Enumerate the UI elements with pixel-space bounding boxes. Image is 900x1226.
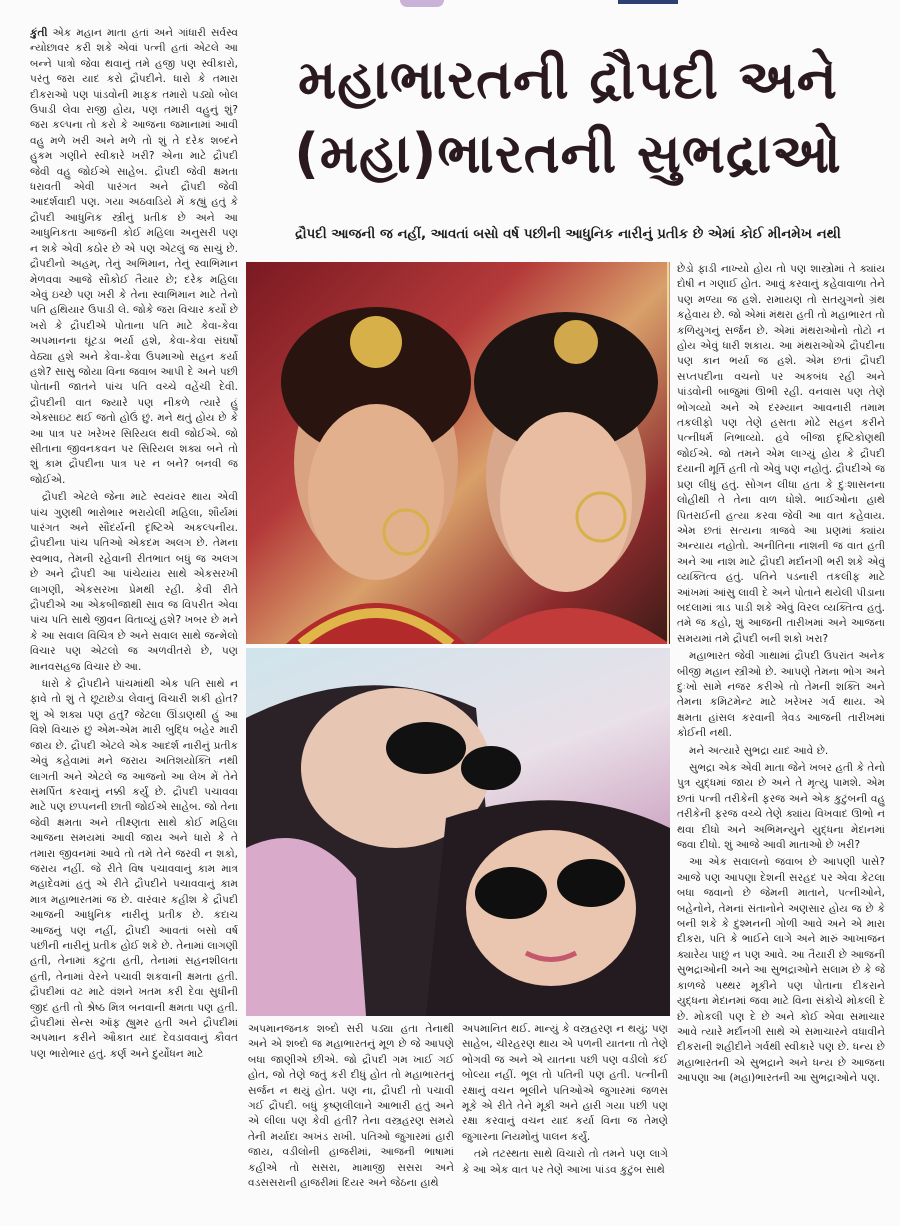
top-decoration [400,0,444,7]
column-bottom-middle-right [462,1022,668,1208]
photo-selfie-sunglasses [246,648,670,1016]
article-paragraph: છેડો ફાડી નાખ્યો હોય તો પણ શાસ્ત્રોમાં તે ક્યાંય દોષી ન ગણાઈ હોત. આવું કરવાનું કહેવાવાળા તેને પણ મળ્યા જ હશે. રામાયણ તો સતયુગનો ગ્રંથ કહેવાય છે. જો એમાં મંથરા હતી તો મહાભારત તો કળિયુગનું સર્જન છે. એમાં મંથરાઓનો તોટો ન હોય એવું ધારી શકાય. આ મંથરાઓએ દ્રૌપદીના પણ કાન ભર્યા જ હશે. એમ છતાં દ્રૌપદી સપ્તપદીના વચનો પર અકબંધ રહી અને પાંડવોની બાજુમાં ઊભી રહી. વનવાસ પણ તેણે ભોગવ્યો અને એ દરમ્યાન આવનારી તમામ તકલીફો પણ તેણે હસતા મોઢે સહન કરીને પત્નીધર્મ નિભાવ્યો. હવે બીજા દૃષ્ટિકોણથી જોઈએ. જો તમને એમ લાગ્યું હોય કે દ્રૌપદી દયાની મૂર્તિ હતી તો એવું પણ નહોતું. દ્રૌપદીએ જ પ્રણ લીધું હતું. સોગન લીધા હતા કે દુઃશાસનના લોહીથી તે તેના વાળ ધોશે. ભાઈઓના હાથે પિતરાઈની હત્યા કરવા જેવી આ વાત કહેવાય. એમ છતાં સત્યના ત્રાજવે આ પ્રણમાં ક્યાંય અન્યાય નહોતો. અનીતિના નાશની જ વાત હતી અને આ નાશ માટે દ્રૌપદી મર્દાનગી ભરી શકે એવું વ્યક્તિત્વ હતું. પતિને પડનારી તકલીફ માટે આંખમાં આંસુ લાવી દે અને પોતાને થયેલી પીડાના બદલામાં ત્રાડ પાડી શકે એવું વિરલ વ્યક્તિત્વ હતું. તમે જ કહો, શું આજની તારીખમાં અને આજના સમયમાં તમે દ્રૌપદી બની શકો ખરા? [677,263,885,645]
article-paragraph [30,26,238,488]
article-paragraph: દ્રૌપદી એટલે જેના માટે સ્વયંવર થાય એવી પાંચ ગુણથી ભારોભાર ભરાયેલી મહિલા, શૌર્યમાં પારંગત અને સૌંદર્યની દૃષ્ટિએ અકલ્પનીય. દ્રૌપદીના પાંચ પતિઓ એકદમ અલગ છે. તેમના સ્વભાવ, તેમની રહેવાની રીતભાત બધું જ અલગ છે અને દ્રૌપદી આ પાંચેયાંય સાથે એકસરખી લાગણી, એકસરખા પ્રેમથી રહી. કેવી રીતે દ્રૌપદીએ આ એકબીજાથી સાવ જ વિપરીત એવા પાંચ પતિ સાથે જીવન વિતાવ્યું હશે? ખબર છે મને કે આ સવાલ વિચિત્ર છે અને સવાલ સાથે જન્મેલો વિચાર પણ એટલો જ અળવીતરો છે, પણ માનવસહજ વિચાર છે આ. [30,491,238,673]
article-paragraph: મને અત્યારે સુભદ્રા યાદ આવે છે. [689,744,829,757]
subheadline: દ્રૌપદી આજની જ નહીં, આવતાં બસો વર્ષ પછીની આધુનિક નારીનું પ્રતીક છે એમાં કોઈ મીનમેખ નથી [295,226,841,242]
column-right [677,262,885,1210]
photo-illustration-2 [246,648,670,1016]
photo-illustration-1 [246,262,670,644]
headline [248,44,888,192]
article-paragraph: અપમાનિત થઈ. માન્યું કે વસ્ત્રહરણ ન થયું; પણ સાહેબ, ચીરહરણ થાય એ પળની યાતના તો તેણે ભોગવી જ અને એ યાતના પછી પણ વડીલો કંઈ બોલ્યા નહીં. ભૂલ તો પતિની પણ હતી. પત્નીની રક્ષાનું વચન ભૂલીને પતિઓએ જુગારમાં જળસ મૂકે એ રીતે તેને મૂકી અને હારી ગયા પછી પણ રક્ષા કરવાનું વચન યાદ કર્યા વિના જ તેમણે જુગારના નિયમોનું પાલન કર્યું. [462,1023,668,1143]
photo-draupadi-costume [246,262,670,644]
article-paragraph: સુભદ્રા એક એવી માતા જેને ખબર હતી કે તેનો પુત્ર યુદ્ધમાં જાય છે અને તે મૃત્યુ પામશે. એમ છતાં પત્ની તરીકેની ફરજ અને એક કુટુંબની વહુ તરીકેની ફરજ વચ્ચે તેણે ક્યાંય વિખવાદ ઊભો ન થવા દીધો અને અભિમન્યુને યુદ્ધના મેદાનમાં જવા દીધો. શું આજે આવી માતાઓ છે ખરી? [677,762,885,852]
top-decoration-bar [618,0,678,4]
column-bottom-middle-left [248,1022,454,1208]
headline-line-2: (મહા)ભારતની સુભદ્રાઓ [294,122,842,185]
article-paragraph: આ એક સવાલનો જવાબ છે આપણી પાસે? આજે પણ આપણા દેશની સરહદ પર એવા કેટલા બધા જવાનો છે જેમની માતાને, પત્નીઓને, બહેનોને, તેમનાં સંતાનોને અણસાર હોય જ છે કે બની શકે કે દુશ્મનની ગોળી આવે અને એ મારા દીકરા, પતિ કે ભાઈને લાગે અને મારું આખાજન ક્યારેય પાછું ન પણ આવે. આ તૈયારી છે આજની સુભદ્રાઓની અને આ સુભદ્રાઓને સલામ છે કે જે કાળજે પથ્થર મૂકીને પણ પોતાના દીકરાને યુદ્ધના મેદાનમાં જવા માટે વિના સંકોચે મોકલી દે છે. મોકલી પણ દે છે અને કોઈ એવા સમાચાર આવે ત્યારે મર્દાનગી સાથે એ સમાચારને વધાવીને દીકરાની શહીદીને ગર્વથી સ્વીકારે પણ છે. ધન્ય છે મહાભારતની એ સુભદ્રાને અને ધન્ય છે આજના આપણા આ (મહા)ભારતની આ સુભદ્રાઓને પણ. [677,856,885,1085]
article-paragraph: ધારો કે દ્રૌપદીને પાંચમાંથી એક પતિ સાથે ન ફાવે તો શું તે છૂટાછેડા લેવાનું વિચારી શકી હોત? શું એ શક્ય પણ હતું? જેટલા ઊંડાણથી હું આ વિશે વિચારું છું એમ-એમ મારી બુદ્ધિ બહેર મારી જાય છે. દ્રૌપદી એટલે એક આદર્શ નારીનું પ્રતીક એવું કહેવામાં મને જરાય અતિશયોક્તિ નથી લાગતી અને એટલે જ આજનો આ લેખ મેં તેને સમર્પિત કરવાનું નક્કી કર્યું છે. દ્રૌપદી પચાવવા માટે પણ છપ્પનની છાતી જોઈએ સાહેબ. જો તેના જેવી ક્ષમતા અને તીક્ષ્ણતા સાથે કોઈ મહિલા આજના સમયમાં આવી જાય અને ધારો કે તે તમારા જીવનમાં આવે તો તમે તેને જરવી ન શકો, જરાય નહીં. જે રીતે વિષ પચાવવાનું કામ માત્ર મહાદેવમાં હતું એ રીતે દ્રૌપદીને પચાવવાનું કામ માત્ર મહાભારતમાં જ છે. વારંવાર કહીશ કે દ્રૌપદી આજની આધુનિક નારીનું પ્રતીક છે. કદાચ આજનું પણ નહીં, દ્રૌપદી આવતાં બસો વર્ષ પછીની નારીનું પ્રતીક હોઈ શકે છે. તેનામાં લાગણી હતી, તેનામાં કટુતા હતી, તેનામાં સહનશીલતા હતી, તેનામાં વેરને પચાવી શકવાની ક્ષમતા હતી. દ્રૌપદીમાં વટ માટે વંશને ખતમ કરી દેવા સુધીની જીદ હતી તો શ્રેષ્ઠ મિત્ર બનવાની ક્ષમતા પણ હતી. દ્રૌપદીમાં સેન્સ ઑફ હ્યુમર હતી અને દ્રૌપદીમાં અપમાન કરીને ઔકાત યાદ દેવડાવવાનું કૌવત પણ ભારોભાર હતું. કર્ણ અને દુર્યોધન માટે [30,678,238,1060]
article-paragraph: અપમાનજનક શબ્દો સરી પડ્યા હતા તેનાથી અને એ શબ્દો જ મહાભારતનું મૂળ છે જે આપણે બધા જાણીએ છીએ. જો દ્રૌપદી ગમ ખાઈ ગઈ હોત, જો તેણે જતું કરી દીધું હોત તો મહાભારતનું સર્જન ન થયું હોત. પણ ના, દ્રૌપદી તો પચાવી ગઈ દ્રૌપદી. બધું કૃષ્ણલીલાને આભારી હતું અને એ લીલા પણ કેવી હતી? તેના વસ્ત્રહરણ સમયે તેની મર્યાદા અખંડ રાખી. પતિઓ જુગારમાં હારી જાય, વડીલોની હાજરીમાં, આજની ભાષામાં કહીએ તો સસરા, મામાજી સસરા અને વડસસરાની હાજરીમાં દિયર અને જેઠના હાથે [248,1023,454,1190]
article-paragraph: મહાભારત જેવી ગાથામાં દ્રૌપદી ઉપરાંત અનેક બીજી મહાન સ્ત્રીઓ છે. આપણે તેમના ભોગ અને દુઃખો સામે નજર કરીએ તો તેમની શક્તિ અને તેમના કમિટમેન્ટ માટે ખરેખર ગર્વ થાય. એ ક્ષમતા હાંસલ કરવાની ત્રેવડ આજની તારીખમાં કોઈની નથી. [677,650,885,740]
lead-word: કુંતી [30,27,48,39]
article-paragraph: તમે તટસ્થતા સાથે વિચારો તો તમને પણ લાગે કે આ એક વાત પર તેણે આખા પાંડવ કુટુંબ સાથે [462,1148,668,1176]
column-left [30,26,238,1208]
paragraph-text: એક મહાન માતા હતાં અને ગાંધારી સર્વસ્વ ન્યોછાવર કરી શકે એવાં પત્ની હતાં એટલે આ બન્ને પાત્રો જેવા થવાનું તમે હજી પણ સ્વીકારો, પરંતુ જરા યાદ કરો દ્રૌપદીને. ધારો કે તમારા દીકરાઓ પણ પાંડવોની માફક તમારો પડ્યો બોલ ઉપાડી લેવા રાજી હોય, પણ તમારી વહુનું શું? જરા કલ્પના તો કરો કે આજના જમાનામાં આવી વહુ મળે ખરી અને મળે તો શું તે દરેક શબ્દને હુકમ ગણીને સ્વીકારે ખરી? એના માટે દ્રૌપદી જેવી વહુ જોઈએ સાહેબ. દ્રૌપદી જેવી ક્ષમતા ધરાવતી એવી પારંગત અને દ્રૌપદી જેવી આદર્શવાદી પણ. ગયા અઠવાડિયે મેં કહ્યું હતું કે દ્રૌપદી આધુનિક સ્ત્રીનું પ્રતીક છે અને આ આધુનિકતા આજની કોઈ મહિલા અનુસરી પણ ન શકે એવી કઠોર છે એ પણ એટલું જ સાચું છે. દ્રૌપદીનો અહમ્, તેનું અભિમાન, તેનું સ્વાભિમાન મેળવવા આજે સૌકોઈ તૈયાર છે; દરેક મહિલા એવું ઇચ્છે પણ ખરી કે તેના સ્વાભિમાન માટે તેનો પતિ હથિયાર ઉપાડી લે. જોકે જરા વિચાર કર્યો છે ખરો કે દ્રૌપદીએ પોતાના પતિ માટે કેવા-કેવા અપમાનના ઘૂંટડા ભર્યા હશે, કેવા-કેવા સંઘર્ષો વેઠ્યા હશે અને કેવા-કેવા ઉપમાઓ સહન કર્યા હશે? સાસુ જોયા વિના જવાબ આપી દે અને પછી પોતાની જાતને પાંચ પતિ વચ્ચે વહેંચી દેવી. દ્રૌપદીની વાત જ્યારે પણ નીકળે ત્યારે હું એક્સાઇટ થઈ જતો હોઉં છું. મને થતું હોય છે કે આ પાત્ર પર ખરેખર સિરિયલ થવી જોઈએ. જો સીતાના જીવનકવન પર સિરિયલ શક્ય બને તો શું કામ દ્રૌપદીના પાત્ર પર ન બને? બનવી જ જોઈએ. [30,27,238,486]
photo-divider [667,262,669,644]
headline-line-1: મહાભારતની દ્રૌપદી અને [298,48,838,111]
